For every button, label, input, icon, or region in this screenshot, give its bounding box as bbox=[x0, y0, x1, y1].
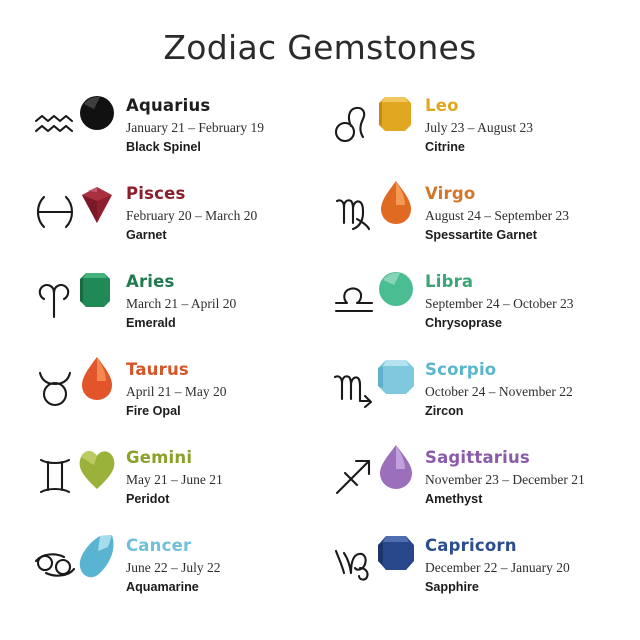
gemstone-name: Garnet bbox=[126, 228, 167, 243]
gemstone-name: Citrine bbox=[425, 140, 465, 155]
zodiac-entry-sagittarius bbox=[323, 439, 616, 527]
zodiac-entry-pisces bbox=[24, 175, 317, 263]
sign-name: Libra bbox=[425, 272, 474, 291]
glyph-group bbox=[329, 527, 425, 607]
gemstone-name: Peridot bbox=[126, 492, 170, 507]
gemstone-name: Spessartite Garnet bbox=[425, 228, 537, 243]
gemstone-name: Black Spinel bbox=[126, 140, 201, 155]
gem-zircon bbox=[373, 355, 419, 407]
zodiac-entry-capricorn bbox=[323, 527, 616, 615]
zodiac-grid bbox=[24, 87, 616, 615]
page-title: Zodiac Gemstones bbox=[163, 28, 477, 67]
entry-info bbox=[425, 439, 585, 507]
sign-dates: October 24 – November 22 bbox=[425, 384, 573, 400]
gemstone-name: Emerald bbox=[126, 316, 176, 331]
sign-name: Scorpio bbox=[425, 360, 497, 379]
zodiac-column-right bbox=[323, 87, 616, 615]
sign-dates: February 20 – March 20 bbox=[126, 208, 258, 224]
gem-citrine bbox=[373, 91, 419, 143]
entry-info bbox=[126, 527, 221, 595]
sign-name: Cancer bbox=[126, 536, 192, 555]
glyph-group bbox=[30, 87, 126, 167]
entry-info bbox=[126, 87, 264, 155]
zodiac-entry-virgo bbox=[323, 175, 616, 263]
sign-name: Aries bbox=[126, 272, 175, 291]
gem-aquamarine bbox=[74, 531, 120, 583]
gem-sapphire bbox=[373, 531, 419, 583]
zodiac-entry-cancer bbox=[24, 527, 317, 615]
glyph-group bbox=[30, 175, 126, 255]
glyph-group bbox=[329, 263, 425, 343]
sign-dates: July 23 – August 23 bbox=[425, 120, 534, 136]
gemstone-name: Amethyst bbox=[425, 492, 483, 507]
gemstone-name: Sapphire bbox=[425, 580, 479, 595]
libra-symbol-icon bbox=[331, 277, 377, 323]
zodiac-entry-libra bbox=[323, 263, 616, 351]
leo-symbol-icon bbox=[331, 101, 377, 147]
zodiac-entry-aquarius bbox=[24, 87, 317, 175]
sign-name: Capricorn bbox=[425, 536, 517, 555]
aries-symbol-icon bbox=[32, 277, 78, 323]
gem-amethyst bbox=[373, 443, 419, 495]
sign-dates: March 21 – April 20 bbox=[126, 296, 237, 312]
sign-name: Virgo bbox=[425, 184, 476, 203]
entry-info bbox=[126, 351, 227, 419]
gem-garnet bbox=[74, 179, 120, 231]
glyph-group bbox=[30, 263, 126, 343]
glyph-group bbox=[329, 175, 425, 255]
sign-dates: August 24 – September 23 bbox=[425, 208, 569, 224]
gemstone-name: Fire Opal bbox=[126, 404, 181, 419]
zodiac-entry-leo bbox=[323, 87, 616, 175]
zodiac-entry-aries bbox=[24, 263, 317, 351]
sign-dates: December 22 – January 20 bbox=[425, 560, 570, 576]
entry-info bbox=[126, 439, 223, 507]
sign-dates: November 23 – December 21 bbox=[425, 472, 585, 488]
sagittarius-symbol-icon bbox=[331, 453, 377, 499]
gem-black-spinel bbox=[74, 91, 120, 143]
entry-info bbox=[126, 175, 257, 243]
gemstone-name: Chrysoprase bbox=[425, 316, 502, 331]
gemini-symbol-icon bbox=[32, 453, 78, 499]
entry-info bbox=[425, 263, 573, 331]
glyph-group bbox=[30, 351, 126, 431]
sign-dates: June 22 – July 22 bbox=[126, 560, 221, 576]
gem-fire-opal bbox=[74, 355, 120, 407]
zodiac-entry-gemini bbox=[24, 439, 317, 527]
glyph-group bbox=[30, 527, 126, 607]
glyph-group bbox=[329, 87, 425, 167]
sign-dates: May 21 – June 21 bbox=[126, 472, 223, 488]
sign-dates: January 21 – February 19 bbox=[126, 120, 264, 136]
entry-info bbox=[425, 175, 569, 243]
sign-name: Leo bbox=[425, 96, 459, 115]
gemstone-name: Aquamarine bbox=[126, 580, 199, 595]
gem-spessartite-garnet bbox=[373, 179, 419, 231]
scorpio-symbol-icon bbox=[331, 365, 377, 411]
sign-name: Aquarius bbox=[126, 96, 211, 115]
sign-name: Taurus bbox=[126, 360, 189, 379]
glyph-group bbox=[30, 439, 126, 519]
entry-info bbox=[425, 87, 533, 155]
taurus-symbol-icon bbox=[32, 365, 78, 411]
aquarius-symbol-icon bbox=[32, 101, 78, 147]
cancer-symbol-icon bbox=[32, 541, 78, 587]
zodiac-entry-scorpio bbox=[323, 351, 616, 439]
gem-chrysoprase bbox=[373, 267, 419, 319]
gem-emerald bbox=[74, 267, 120, 319]
glyph-group bbox=[329, 351, 425, 431]
sign-name: Pisces bbox=[126, 184, 186, 203]
entry-info bbox=[425, 351, 573, 419]
zodiac-entry-taurus bbox=[24, 351, 317, 439]
zodiac-column-left bbox=[24, 87, 317, 615]
entry-info bbox=[126, 263, 236, 331]
sign-name: Gemini bbox=[126, 448, 193, 467]
virgo-symbol-icon bbox=[331, 189, 377, 235]
pisces-symbol-icon bbox=[32, 189, 78, 235]
gem-peridot bbox=[74, 443, 120, 495]
entry-info bbox=[425, 527, 570, 595]
gemstone-name: Zircon bbox=[425, 404, 464, 419]
glyph-group bbox=[329, 439, 425, 519]
sign-dates: September 24 – October 23 bbox=[425, 296, 574, 312]
sign-dates: April 21 – May 20 bbox=[126, 384, 227, 400]
capricorn-symbol-icon bbox=[331, 541, 377, 587]
sign-name: Sagittarius bbox=[425, 448, 530, 467]
